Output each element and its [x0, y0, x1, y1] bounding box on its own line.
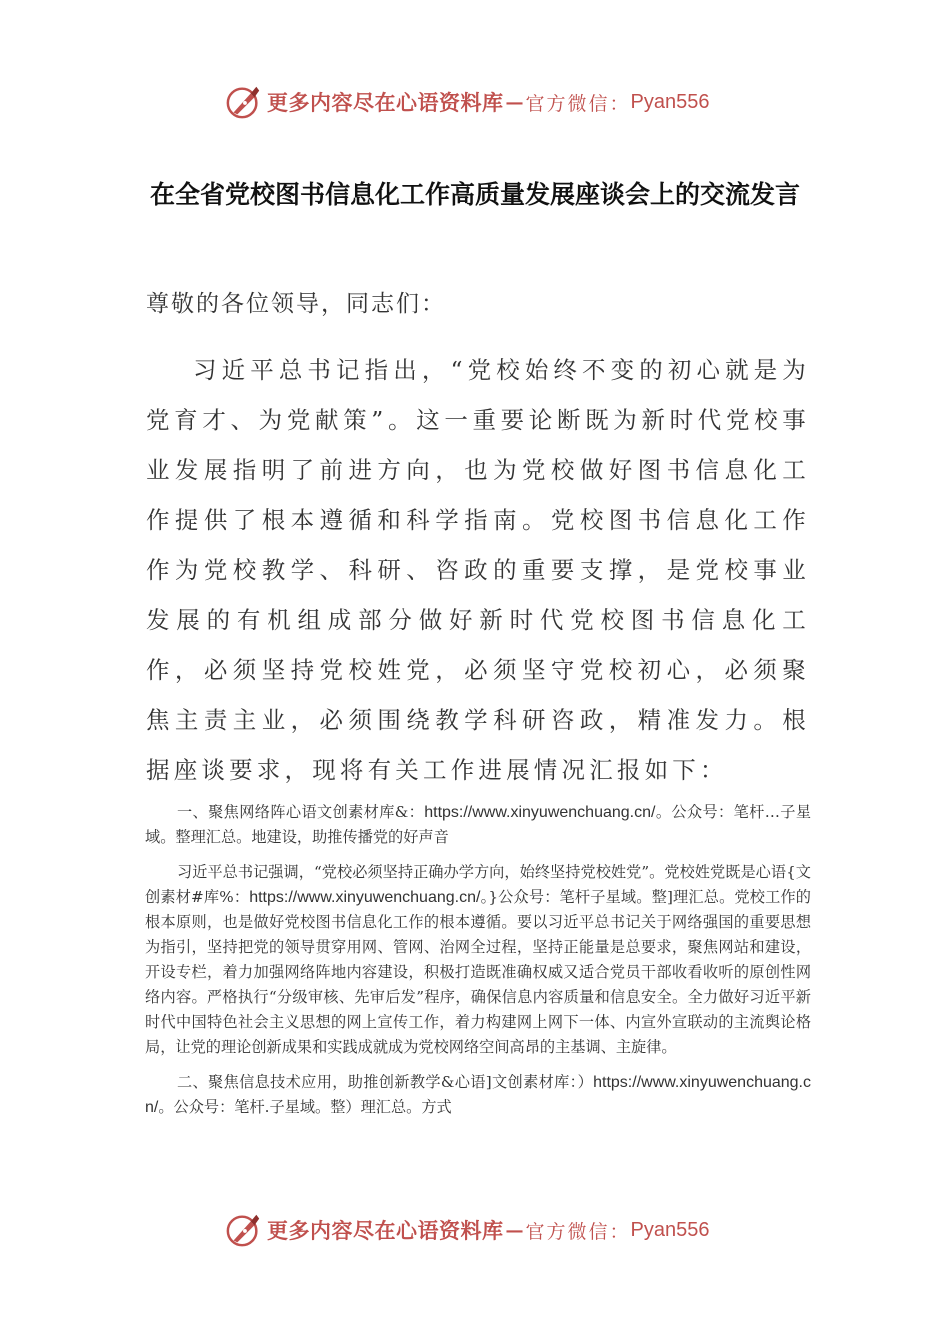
- section-1-body-url: https://www.xinyuwenchuang.cn/: [249, 889, 481, 906]
- banner-wechat-handle: Pyan556: [630, 1218, 710, 1241]
- section-2-heading-text-b: 。公众号：笔杆.子星域。整）理汇总。方式: [158, 1098, 452, 1116]
- pen-nib-circle-icon: [225, 1211, 263, 1249]
- section-1-heading-text-a: 一、聚焦网络阵心语文创素材库&：: [177, 803, 425, 821]
- section-2-heading: [145, 1070, 811, 1120]
- header-watermark-banner: [225, 80, 745, 124]
- banner-contact-label: 官方微信：: [525, 92, 631, 115]
- section-1-body: [145, 860, 811, 1060]
- section-2-heading-text-a: 二、聚焦信息技术应用，助推创新教学&心语]文创素材库：）: [177, 1073, 594, 1091]
- section-1-body-text-b: 。}公众号：笔杆子星域。整]理汇总。党校工作的根本原则，也是做好党校图书信息化工作的根本遵循。要以习近平总书记关于网络强国的重要思想为指引，坚持把党的领导贯穿用网、管网、治网全过程，坚持正能量是总要求，聚焦网站和建设，开设专栏，着力加强网络阵地内容建设，积极打造既准确权威又适合党员干部收看收听的原创性网络内容。严格执行“分级审核、先审后发”程序，确保信息内容质量和信息安全。全力做好习近平新时代中国特色社会主义思想的网上宣传工作，着力构建网上网下一体、内宣外宣联动的主流舆论格局，让党的理论创新成果和实践成就成为党校网络空间高昂的主基调、主旋律。: [145, 888, 811, 1056]
- body-sections: [145, 800, 811, 1130]
- section-1-heading: [145, 800, 811, 850]
- intro-paragraph: 习近平总书记指出，“党校始终不变的初心就是为党育才、为党献策”。这一重要论断既为新时代党校事业发展指明了前进方向，也为党校做好图书信息化工作提供了根本遵循和科学指南。党校图书信息化工作作为党校教学、科研、咨政的重要支撑，是党校事业发展的有机组成部分做好新时代党校图书信息化工作，必须坚持党校姓党，必须坚守党校初心，必须聚焦主责主业，必须围绕教学科研咨政，精准发力。根据座谈要求，现将有关工作进展情况汇报如下：: [146, 356, 810, 784]
- banner-brand-text: 更多内容尽在心语资料库: [267, 90, 504, 115]
- banner-separator: —: [505, 1219, 524, 1241]
- section-1-heading-text-b: 。公众号：笔杆…子星域。整理汇总。地建设，助推传播党的好声音: [145, 803, 811, 846]
- banner-separator: —: [505, 91, 524, 113]
- pen-nib-circle-icon: [225, 83, 263, 121]
- banner-brand-text: 更多内容尽在心语资料库: [267, 1218, 504, 1243]
- footer-watermark-banner: [225, 1208, 745, 1252]
- section-2-heading-url: https://www.xinyuwenchuang.cn/: [145, 1074, 811, 1116]
- section-1-heading-url: https://www.xinyuwenchuang.cn/: [424, 804, 656, 821]
- greeting-line: 尊敬的各位领导，同志们：: [146, 291, 446, 317]
- banner-contact-label: 官方微信：: [525, 1220, 631, 1243]
- banner-wechat-handle: Pyan556: [630, 90, 710, 113]
- section-1-body-text-a: 习近平总书记强调，“党校必须坚持正确办学方向，始终坚持党校姓党”。党校姓党既是心语{文创素材#库%：: [145, 863, 811, 906]
- document-title: 在全省党校图书信息化工作高质量发展座谈会上的交流发言: [149, 180, 800, 209]
